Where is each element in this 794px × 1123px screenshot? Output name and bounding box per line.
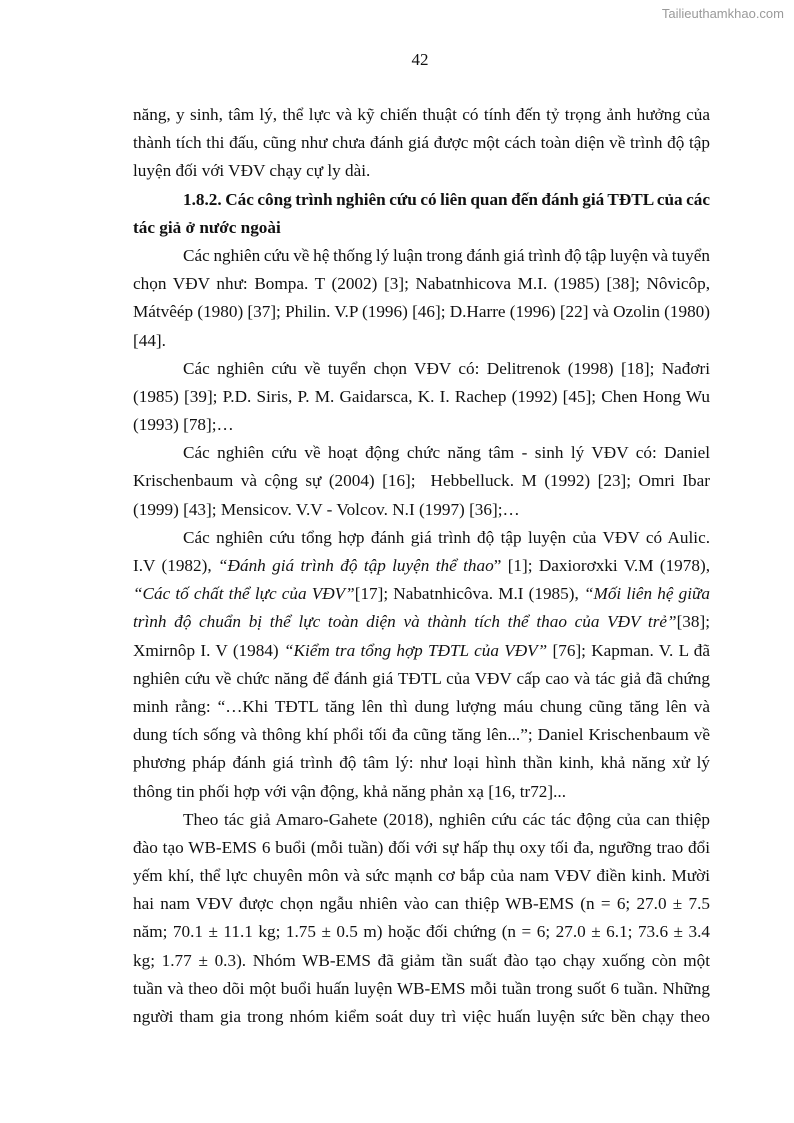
text-line (133, 890, 710, 918)
text-line (133, 467, 710, 495)
italic-text: “Đánh giá trình độ tập luyện thể thao (218, 556, 494, 575)
text: I.V (1982), (133, 556, 218, 575)
text: dung tích sống và thông khí phổi tối đa cũng tăng lên...”; Daniel Krischenbaum về (133, 725, 710, 745)
watermark: Tailieuthamkhao.com (661, 6, 784, 21)
text-line (133, 439, 710, 467)
text-line (133, 778, 710, 806)
text: [44]. (133, 330, 166, 350)
text-line (133, 298, 710, 326)
text: Các nghiên cứu tổng hợp đánh giá trình độ tập luyện của VĐV có Aulic. (183, 527, 710, 547)
paragraph (133, 101, 710, 186)
text: Xmirnôp I. V (1984) (133, 640, 284, 660)
section-heading (133, 186, 710, 242)
text: Các nghiên cứu về tuyển chọn VĐV có: Delitrenok (1998) [18]; Nađơri (183, 358, 710, 378)
italic-text: “Các tố chất thể lực của VĐV” (133, 584, 355, 604)
text: (1993) [78];… (133, 415, 234, 435)
document-body (133, 101, 710, 1031)
text: 1.8.2. Các công trình nghiên cứu có liên quan đến đánh giá TĐTL của các (183, 189, 710, 209)
text: minh rằng: “…Khi TĐTL tăng lên thì dung lượng máu chung cũng tăng lên và (133, 696, 710, 716)
text-line (133, 975, 710, 1003)
text: phương pháp đánh giá trình độ tâm lý: như loại hình thần kinh, khả năng xử lý (133, 753, 710, 773)
text-line (133, 524, 710, 552)
text: tác giả ở nước ngoài (133, 217, 281, 237)
text-line (133, 552, 710, 580)
text: Mátvêép (1980) [37]; Philin. V.P (1996) [46]; D.Harre (1996) [22] và Ozolin (1980) (133, 302, 711, 322)
text-line (133, 580, 710, 608)
text: ” [1]; Daxiorơxki V.M (1978), (493, 556, 710, 575)
text: Các nghiên cứu về hệ thống lý luận trong đánh giá trình độ tập luyện và tuyển (183, 245, 710, 265)
text: (1985) [39]; P.D. Siris, P. M. Gaidarsca, K. I. Rachep (1992) [45]; Chen Hong Wu (133, 386, 710, 406)
text-line (133, 383, 710, 411)
text: Các nghiên cứu về hoạt động chức năng tâm - sinh lý VĐV có: Daniel (183, 443, 710, 463)
text-line (133, 214, 710, 242)
text: nghiên cứu về chức năng để đánh giá TĐTL của VĐV cấp cao và tác giả đã chứng (133, 668, 710, 688)
text: người tham gia trong nhóm kiểm soát duy trì việc huấn luyện sức bền chạy theo (133, 1007, 710, 1026)
text-line (133, 411, 710, 439)
text: thông tin phối hợp với vận động, khả năng phản xạ [16, tr72]... (133, 781, 567, 801)
text: [17]; Nabatnhicôva. M.I (1985), (354, 584, 584, 604)
text-line (133, 129, 710, 157)
text-line (133, 327, 710, 355)
text-line (133, 721, 710, 749)
text: thành tích thi đấu, cũng như chưa đánh giá được một cách toàn diện về trình độ tập (133, 133, 710, 153)
text-line (133, 806, 710, 834)
text-line (133, 918, 710, 946)
paragraph (133, 524, 710, 806)
text: kg; 1.77 ± 0.3). Nhóm WB-EMS đã giảm tần suất đào tạo chạy xuống còn một (133, 950, 710, 970)
text-line (133, 157, 710, 185)
italic-text: trình độ chuẩn bị thể lực toàn diện và thành tích thể thao của VĐV trẻ” (133, 612, 677, 632)
text-line (133, 242, 710, 270)
text-line (133, 496, 710, 524)
text-line (133, 947, 710, 975)
text: năm; 70.1 ± 11.1 kg; 1.75 ± 0.5 m) hoặc đối chứng (n = 6; 27.0 ± 6.1; 73.6 ± 3.4 (133, 922, 710, 942)
text-line (133, 355, 710, 383)
paragraph (133, 439, 710, 524)
text: Krischenbaum và cộng sự (2004) [16]; Hebbelluck. M (1992) [23]; Omri Ibar (133, 471, 710, 491)
page-number: 42 (411, 50, 429, 69)
text: năng, y sinh, tâm lý, thể lực và kỹ chiến thuật có tính đến tỷ trọng ảnh hưởng của (133, 105, 710, 124)
italic-text: “Mối liên hệ giữa (583, 584, 710, 604)
text-line (133, 834, 710, 862)
text: [38]; (676, 612, 710, 632)
italic-text: “Kiểm tra tổng hợp TĐTL của VĐV” (283, 640, 548, 660)
text: (1999) [43]; Mensicov. V.V - Volcov. N.I (1997) [36];… (133, 499, 520, 519)
text: tuần và theo dõi một buổi huấn luyện WB-EMS mỗi tuần trong suốt 6 tuần. Những (133, 978, 710, 998)
paragraph (133, 242, 710, 355)
text-line (133, 693, 710, 721)
paragraph (133, 806, 710, 1032)
text: Theo tác giả Amaro-Gahete (2018), nghiên cứu các tác động của can thiệp (183, 809, 710, 829)
text: hai nam VĐV được chọn ngẫu nhiên vào can thiệp WB-EMS (n = 6; 27.0 ± 7.5 (133, 894, 710, 914)
text: đào tạo WB-EMS 6 buổi (mỗi tuần) đối với sự hấp thụ oxy tối đa, ngưỡng trao đổi (133, 837, 710, 857)
text: [76]; Kapman. V. L đã (547, 640, 710, 660)
text: luyện đối với VĐV chạy cự ly dài. (133, 161, 371, 181)
text-line (133, 608, 710, 636)
text-line (133, 270, 710, 298)
text-line (133, 637, 710, 665)
text-line (133, 862, 710, 890)
text-line (133, 101, 710, 129)
text: chọn VĐV như: Bompa. T (2002) [3]; Nabatnhicova M.I. (1985) [38]; Nôvicôp, (133, 274, 710, 294)
text-line (133, 1003, 710, 1031)
text-line (133, 665, 710, 693)
text-line (133, 749, 710, 777)
paragraph (133, 355, 710, 440)
text: yếm khí, thể lực chuyên môn và sức mạnh cơ bắp của nam VĐV điền kinh. Mười (133, 866, 710, 886)
text-line (133, 186, 710, 214)
